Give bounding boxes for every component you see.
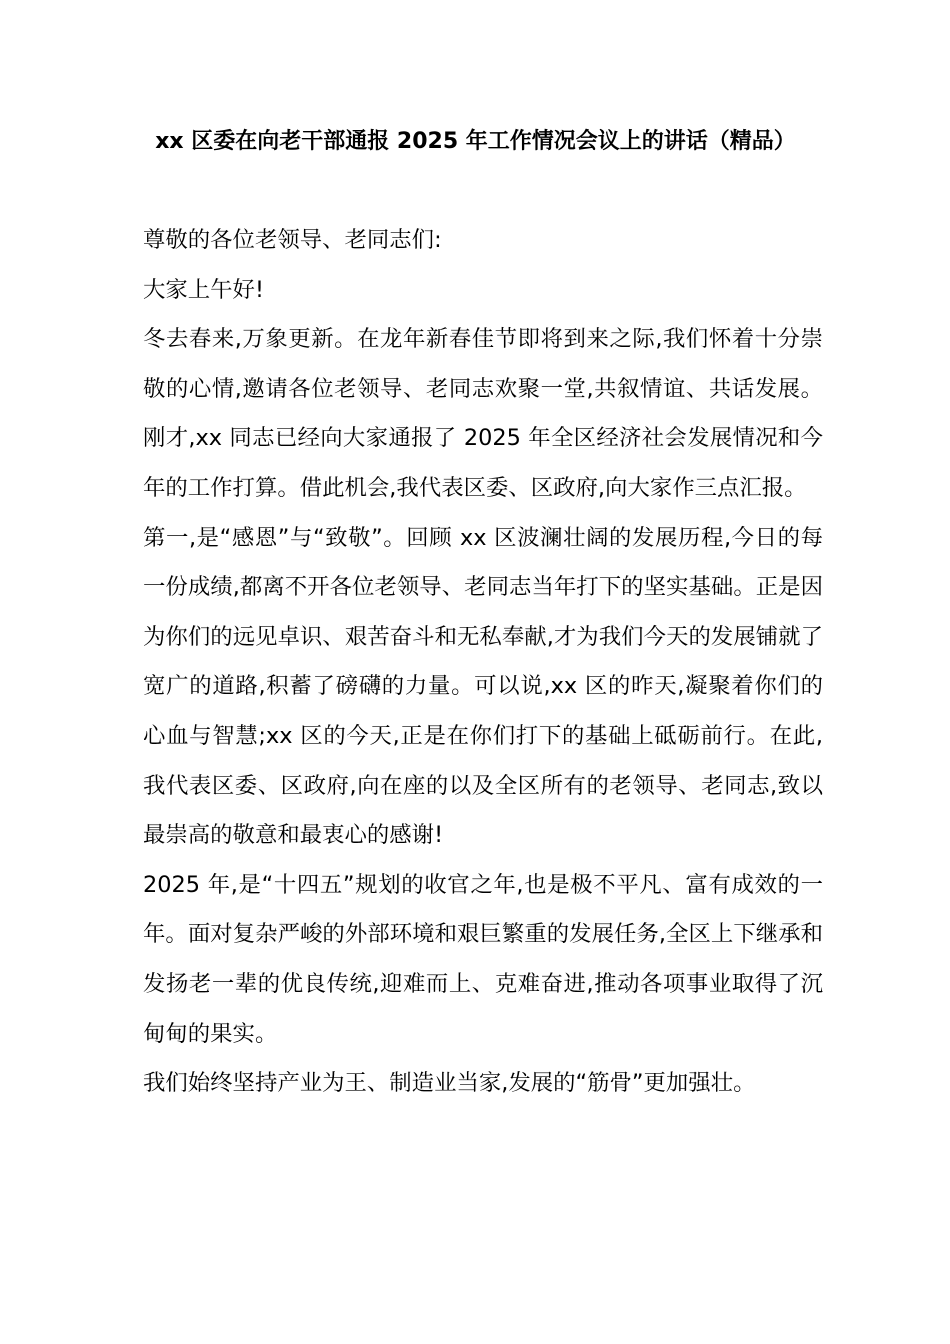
document-body bbox=[143, 216, 823, 1109]
paragraph-salutation: 尊敬的各位老领导、老同志们: bbox=[143, 227, 442, 253]
paragraph-gratitude: 第一,是“感恩”与“致敬”。回顾 xx 区波澜壮阔的发展历程,今日的每一份成绩,都离不开各位老领导、老同志当年打下的坚实基础。正是因为你们的远见卓识、艰苦奋斗和无私奉献,才为我们今天的发展铺就了宽广的道路,积蓄了磅礴的力量。可以说,xx 区的昨天,凝聚着你们的心血与智慧;xx 区的今天,正是在你们打下的基础上砥砺前行。在此,我代表区委、区政府,向在座的以及全区所有的老领导、老同志,致以最崇高的敬意和最衷心的感谢! bbox=[143, 524, 823, 849]
paragraph-introduction: 冬去春来,万象更新。在龙年新春佳节即将到来之际,我们怀着十分崇敬的心情,邀请各位老领导、老同志欢聚一堂,共叙情谊、共话发展。刚才,xx 同志已经向大家通报了 2025 年全区经济社会发展情况和今年的工作打算。借此机会,我代表区委、区政府,向大家作三点汇报。 bbox=[143, 326, 823, 501]
paragraph-industry: 我们始终坚持产业为王、制造业当家,发展的“筋骨”更加强壮。 bbox=[143, 1070, 756, 1097]
document-title: xx 区委在向老干部通报 2025 年工作情况会议上的讲话（精品） bbox=[155, 129, 796, 154]
paragraph-year-review: 2025 年,是“十四五”规划的收官之年,也是极不平凡、富有成效的一年。面对复杂严峻的外部环境和艰巨繁重的发展任务,全区上下继承和发扬老一辈的优良传统,迎难而上、克难奋进,推动各项事业取得了沉甸甸的果实。 bbox=[143, 871, 823, 1047]
paragraph-greeting: 大家上午好! bbox=[143, 276, 264, 303]
